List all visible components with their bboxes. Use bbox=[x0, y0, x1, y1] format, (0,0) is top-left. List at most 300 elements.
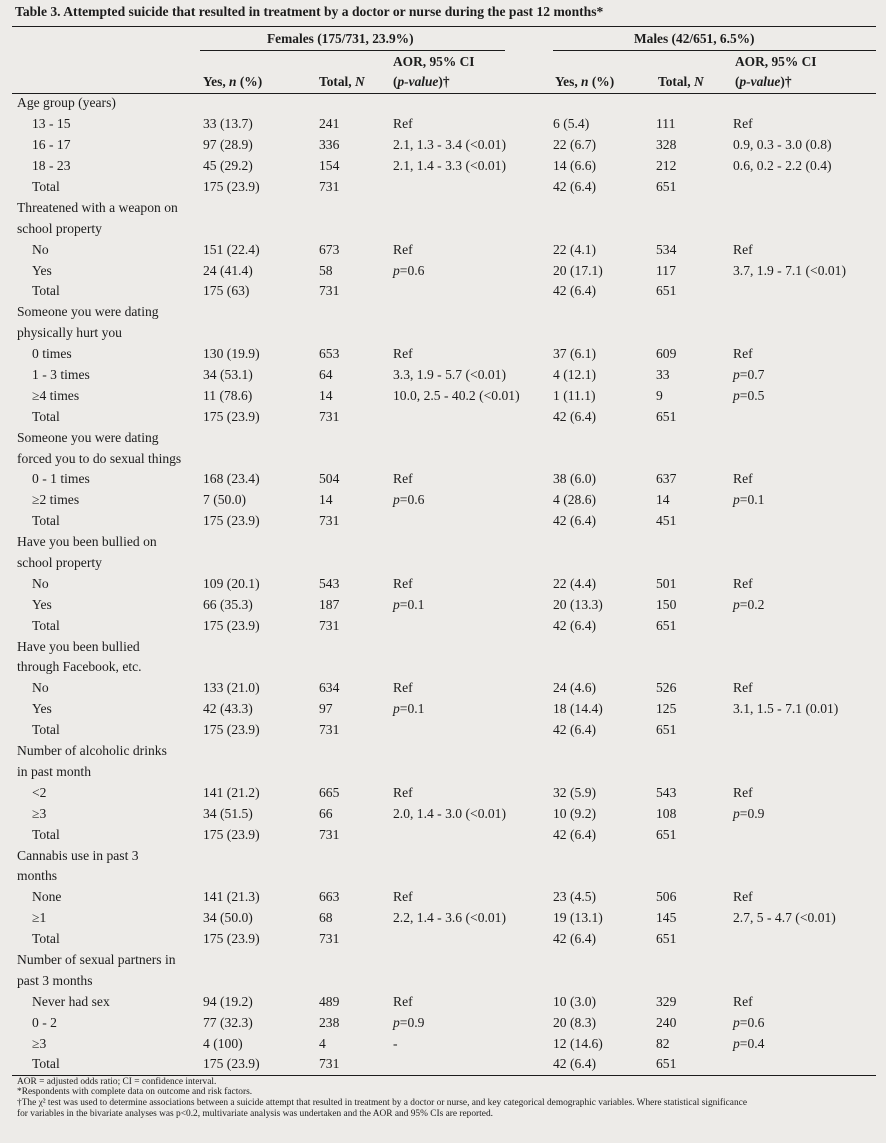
section-label: Age group (years) bbox=[17, 95, 116, 111]
m-yes-cell bbox=[553, 845, 656, 866]
section-label: Someone you were dating bbox=[17, 304, 159, 320]
m-total-cell bbox=[656, 323, 733, 344]
m-yes-cell: 20 (8.3) bbox=[553, 1014, 597, 1030]
m-total-cell bbox=[656, 741, 733, 762]
table-row bbox=[12, 281, 876, 302]
f-yes-cell bbox=[203, 866, 319, 887]
f-aor-cell bbox=[393, 720, 553, 741]
f-total-cell: 64 bbox=[319, 367, 333, 383]
f-total-cell: 14 bbox=[319, 387, 333, 403]
f-total-cell: 58 bbox=[319, 262, 333, 278]
table-row bbox=[12, 135, 876, 156]
m-yes-cell bbox=[553, 218, 656, 239]
f-yes-cell bbox=[203, 553, 319, 574]
row-label: Total bbox=[32, 513, 60, 529]
f-yes-cell: 141 (21.3) bbox=[203, 889, 260, 905]
table-row bbox=[12, 929, 876, 950]
row-label: Total bbox=[32, 408, 60, 424]
females-group-header: Females (175/731, 23.9%) bbox=[267, 31, 414, 46]
table-row bbox=[12, 782, 876, 803]
f-aor-cell bbox=[393, 762, 553, 783]
row-label: ≥4 times bbox=[32, 387, 80, 403]
f-total-cell bbox=[319, 302, 393, 323]
f-aor-cell bbox=[393, 636, 553, 657]
f-aor-cell: 2.1, 1.4 - 3.3 (<0.01) bbox=[393, 158, 507, 174]
f-yes-cell: 42 (43.3) bbox=[203, 701, 253, 717]
f-yes-cell: 151 (22.4) bbox=[203, 241, 260, 257]
row-label: ≥2 times bbox=[32, 492, 80, 508]
m-yes-cell: 42 (6.4) bbox=[553, 513, 597, 529]
section-row bbox=[12, 302, 876, 323]
section-row bbox=[12, 636, 876, 657]
m-yes-cell: 6 (5.4) bbox=[553, 116, 590, 132]
m-total-cell bbox=[656, 970, 733, 991]
table-row bbox=[12, 114, 876, 135]
footnote-chi-square-line2: for variables in the bivariate analyses was p<0.2, multivariate analysis was undertaken and the AOR and 95% CIs are reported. bbox=[17, 1109, 493, 1119]
m-aor-header-line2: (p-value)† bbox=[735, 74, 792, 89]
m-yes-cell: 14 (6.6) bbox=[553, 158, 597, 174]
m-total-cell: 651 bbox=[656, 1056, 677, 1072]
f-yes-cell bbox=[203, 218, 319, 239]
m-total-cell: 108 bbox=[656, 805, 677, 821]
m-yes-cell bbox=[553, 427, 656, 448]
m-total-cell: 212 bbox=[656, 158, 677, 174]
m-total-cell: 329 bbox=[656, 993, 677, 1009]
f-yes-cell bbox=[203, 302, 319, 323]
section-label: past 3 months bbox=[17, 972, 93, 988]
m-aor-cell bbox=[733, 511, 876, 532]
m-aor-cell bbox=[733, 323, 876, 344]
f-total-cell: 731 bbox=[319, 1056, 340, 1072]
table-row bbox=[12, 824, 876, 845]
m-yes-cell: 42 (6.4) bbox=[553, 617, 597, 633]
f-aor-cell bbox=[393, 323, 553, 344]
section-row bbox=[12, 950, 876, 971]
m-total-cell bbox=[656, 553, 733, 574]
f-aor-cell: Ref bbox=[393, 575, 413, 591]
row-label: Total bbox=[32, 179, 60, 194]
f-aor-cell: 2.0, 1.4 - 3.0 (<0.01) bbox=[393, 805, 507, 821]
m-total-header: Total, N bbox=[658, 74, 704, 89]
data-table bbox=[12, 93, 876, 1075]
m-aor-cell bbox=[733, 866, 876, 887]
f-total-cell: 4 bbox=[319, 1035, 326, 1051]
f-aor-cell bbox=[393, 929, 553, 950]
table-row bbox=[12, 720, 876, 741]
f-aor-cell: Ref bbox=[393, 680, 413, 696]
f-yes-cell: 11 (78.6) bbox=[203, 387, 253, 403]
f-total-cell bbox=[319, 636, 393, 657]
m-yes-cell: 42 (6.4) bbox=[553, 826, 597, 842]
row-label: 1 - 3 times bbox=[32, 367, 90, 383]
m-aor-cell: 0.9, 0.3 - 3.0 (0.8) bbox=[733, 137, 832, 153]
f-aor-cell: Ref bbox=[393, 993, 413, 1009]
section-label: Have you been bullied on bbox=[17, 534, 157, 550]
m-aor-cell bbox=[733, 218, 876, 239]
f-total-cell bbox=[319, 218, 393, 239]
f-aor-cell: Ref bbox=[393, 471, 413, 487]
row-label: None bbox=[32, 889, 62, 905]
f-total-cell: 731 bbox=[319, 513, 340, 529]
m-aor-cell bbox=[733, 1054, 876, 1075]
f-aor-cell: 2.2, 1.4 - 3.6 (<0.01) bbox=[393, 910, 507, 926]
f-total-cell: 673 bbox=[319, 241, 340, 257]
m-aor-cell bbox=[733, 532, 876, 553]
table-row bbox=[12, 177, 876, 198]
f-aor-cell: - bbox=[393, 1035, 398, 1051]
section-row bbox=[12, 741, 876, 762]
f-aor-cell: 3.3, 1.9 - 5.7 (<0.01) bbox=[393, 367, 507, 383]
table-row bbox=[12, 239, 876, 260]
m-aor-cell bbox=[733, 281, 876, 302]
f-total-cell: 68 bbox=[319, 910, 333, 926]
m-aor-cell: Ref bbox=[733, 575, 753, 591]
m-total-cell: 651 bbox=[656, 826, 677, 842]
f-aor-cell bbox=[393, 866, 553, 887]
row-label: Total bbox=[32, 617, 60, 633]
m-aor-cell bbox=[733, 553, 876, 574]
m-yes-cell: 38 (6.0) bbox=[553, 471, 597, 487]
m-yes-cell bbox=[553, 866, 656, 887]
f-yes-cell bbox=[203, 950, 319, 971]
f-yes-cell: 4 (100) bbox=[203, 1035, 243, 1051]
row-label: ≥3 bbox=[32, 1035, 47, 1051]
m-total-cell bbox=[656, 845, 733, 866]
f-aor-cell bbox=[393, 824, 553, 845]
section-row bbox=[12, 448, 876, 469]
f-total-cell: 504 bbox=[319, 471, 340, 487]
m-aor-cell: 3.1, 1.5 - 7.1 (0.01) bbox=[733, 701, 839, 717]
m-aor-cell: p=0.1 bbox=[733, 492, 765, 508]
row-label: Yes bbox=[32, 262, 52, 278]
f-total-cell: 731 bbox=[319, 826, 340, 842]
m-yes-cell: 10 (3.0) bbox=[553, 993, 597, 1009]
m-total-cell bbox=[656, 657, 733, 678]
table-title: Table 3. Attempted suicide that resulted in treatment by a doctor or nurse during the past 12 months* bbox=[15, 4, 604, 19]
f-yes-cell: 66 (35.3) bbox=[203, 596, 253, 612]
f-total-cell: 731 bbox=[319, 408, 340, 424]
f-total-cell: 241 bbox=[319, 116, 340, 132]
f-aor-cell: p=0.1 bbox=[393, 596, 425, 612]
m-yes-cell: 37 (6.1) bbox=[553, 346, 597, 362]
section-row bbox=[12, 532, 876, 553]
table-row bbox=[12, 699, 876, 720]
f-yes-cell: 175 (23.9) bbox=[203, 826, 260, 842]
m-yes-cell bbox=[553, 762, 656, 783]
m-aor-cell: 3.7, 1.9 - 7.1 (<0.01) bbox=[733, 262, 847, 278]
f-yes-cell: 175 (23.9) bbox=[203, 1056, 260, 1072]
table-row bbox=[12, 344, 876, 365]
m-total-cell bbox=[656, 866, 733, 887]
row-label: Never had sex bbox=[32, 993, 110, 1009]
m-total-cell bbox=[656, 762, 733, 783]
f-total-cell: 66 bbox=[319, 805, 333, 821]
m-aor-cell bbox=[733, 302, 876, 323]
f-aor-cell bbox=[393, 177, 553, 198]
f-yes-cell: 168 (23.4) bbox=[203, 471, 260, 487]
m-total-cell: 651 bbox=[656, 408, 677, 424]
m-aor-cell: p=0.5 bbox=[733, 387, 765, 403]
f-total-cell bbox=[319, 448, 393, 469]
f-total-cell: 731 bbox=[319, 179, 340, 194]
f-aor-cell: p=0.1 bbox=[393, 701, 425, 717]
m-total-cell: 651 bbox=[656, 283, 677, 299]
m-total-cell: 111 bbox=[656, 116, 676, 132]
f-total-cell: 543 bbox=[319, 575, 340, 591]
f-total-cell bbox=[319, 762, 393, 783]
m-yes-cell: 12 (14.6) bbox=[553, 1035, 603, 1051]
m-yes-cell: 22 (6.7) bbox=[553, 137, 597, 153]
f-total-cell: 238 bbox=[319, 1014, 340, 1030]
m-aor-cell: 0.6, 0.2 - 2.2 (0.4) bbox=[733, 158, 832, 174]
males-group-rule bbox=[553, 50, 876, 51]
row-label: 0 times bbox=[32, 346, 72, 362]
m-aor-cell: Ref bbox=[733, 784, 753, 800]
f-yes-cell: 175 (23.9) bbox=[203, 179, 260, 194]
section-row bbox=[12, 93, 876, 114]
section-label: Cannabis use in past 3 bbox=[17, 847, 139, 863]
m-total-cell: 33 bbox=[656, 367, 670, 383]
f-total-cell: 336 bbox=[319, 137, 340, 153]
f-total-cell: 489 bbox=[319, 993, 340, 1009]
m-total-cell: 651 bbox=[656, 617, 677, 633]
m-total-cell: 534 bbox=[656, 241, 677, 257]
m-total-cell: 451 bbox=[656, 513, 677, 529]
f-yes-cell bbox=[203, 741, 319, 762]
m-total-cell bbox=[656, 448, 733, 469]
m-total-cell: 14 bbox=[656, 492, 670, 508]
m-yes-cell bbox=[553, 302, 656, 323]
m-total-cell: 328 bbox=[656, 137, 677, 153]
f-total-cell: 731 bbox=[319, 931, 340, 947]
f-aor-cell bbox=[393, 448, 553, 469]
m-yes-cell: 42 (6.4) bbox=[553, 408, 597, 424]
f-yes-cell: 141 (21.2) bbox=[203, 784, 260, 800]
m-total-cell: 9 bbox=[656, 387, 663, 403]
m-yes-cell bbox=[553, 636, 656, 657]
f-aor-cell bbox=[393, 970, 553, 991]
m-aor-cell: p=0.6 bbox=[733, 1014, 765, 1030]
m-yes-cell bbox=[553, 553, 656, 574]
m-aor-cell bbox=[733, 406, 876, 427]
footnote-respondents: *Respondents with complete data on outcome and risk factors. bbox=[17, 1087, 253, 1097]
m-total-cell bbox=[656, 950, 733, 971]
table-row bbox=[12, 573, 876, 594]
m-total-cell: 117 bbox=[656, 262, 676, 278]
f-aor-cell bbox=[393, 218, 553, 239]
section-row bbox=[12, 970, 876, 991]
m-aor-cell bbox=[733, 720, 876, 741]
f-total-header: Total, N bbox=[319, 74, 365, 89]
f-yes-cell bbox=[203, 762, 319, 783]
row-label: No bbox=[32, 680, 49, 696]
m-aor-cell: p=0.7 bbox=[733, 367, 765, 383]
m-aor-cell: 2.7, 5 - 4.7 (<0.01) bbox=[733, 910, 836, 926]
f-total-cell bbox=[319, 532, 393, 553]
table-row bbox=[12, 887, 876, 908]
table-row bbox=[12, 260, 876, 281]
m-total-cell: 506 bbox=[656, 889, 677, 905]
f-yes-cell bbox=[203, 845, 319, 866]
section-label: Number of sexual partners in bbox=[17, 951, 176, 967]
m-aor-cell bbox=[733, 615, 876, 636]
f-aor-cell: p=0.6 bbox=[393, 262, 425, 278]
row-label: Yes bbox=[32, 701, 52, 717]
m-aor-cell bbox=[733, 197, 876, 218]
f-yes-cell: 34 (53.1) bbox=[203, 367, 253, 383]
m-yes-cell: 42 (6.4) bbox=[553, 722, 597, 738]
m-yes-cell: 42 (6.4) bbox=[553, 283, 597, 299]
table-row bbox=[12, 385, 876, 406]
f-yes-cell: 7 (50.0) bbox=[203, 492, 247, 508]
m-total-cell bbox=[656, 532, 733, 553]
f-yes-cell: 175 (23.9) bbox=[203, 513, 260, 529]
row-label: Total bbox=[32, 1056, 60, 1072]
f-aor-cell: Ref bbox=[393, 241, 413, 257]
f-yes-cell: 133 (21.0) bbox=[203, 680, 260, 696]
m-total-cell: 125 bbox=[656, 701, 677, 717]
row-label: 16 - 17 bbox=[32, 137, 71, 153]
f-yes-cell: 33 (13.7) bbox=[203, 116, 253, 132]
m-yes-cell bbox=[553, 197, 656, 218]
table-row bbox=[12, 678, 876, 699]
section-label: through Facebook, etc. bbox=[17, 659, 142, 675]
m-total-cell: 240 bbox=[656, 1014, 677, 1030]
m-total-cell bbox=[656, 302, 733, 323]
row-label: Total bbox=[32, 826, 60, 842]
f-aor-cell: p=0.6 bbox=[393, 492, 425, 508]
section-row bbox=[12, 323, 876, 344]
f-yes-cell: 77 (32.3) bbox=[203, 1014, 253, 1030]
table-row bbox=[12, 594, 876, 615]
females-group-rule bbox=[200, 50, 505, 51]
f-aor-cell bbox=[393, 197, 553, 218]
m-yes-cell bbox=[553, 448, 656, 469]
table-row bbox=[12, 156, 876, 177]
f-total-cell: 731 bbox=[319, 283, 340, 299]
f-total-cell bbox=[319, 657, 393, 678]
f-yes-cell bbox=[203, 93, 319, 114]
f-total-cell bbox=[319, 323, 393, 344]
table-row bbox=[12, 406, 876, 427]
m-yes-cell: 4 (28.6) bbox=[553, 492, 597, 508]
table-row bbox=[12, 1033, 876, 1054]
m-yes-cell bbox=[553, 950, 656, 971]
m-aor-cell: p=0.2 bbox=[733, 596, 765, 612]
f-yes-cell bbox=[203, 197, 319, 218]
m-yes-cell: 42 (6.4) bbox=[553, 1056, 597, 1072]
f-aor-cell: 10.0, 2.5 - 40.2 (<0.01) bbox=[393, 387, 520, 403]
m-aor-cell bbox=[733, 177, 876, 198]
f-total-cell: 97 bbox=[319, 701, 333, 717]
section-label: school property bbox=[17, 555, 102, 571]
f-aor-cell: Ref bbox=[393, 346, 413, 362]
f-total-cell bbox=[319, 553, 393, 574]
section-label: Threatened with a weapon on bbox=[17, 199, 178, 215]
m-total-cell bbox=[656, 93, 733, 114]
f-total-cell bbox=[319, 866, 393, 887]
m-total-cell: 526 bbox=[656, 680, 677, 696]
m-yes-cell: 10 (9.2) bbox=[553, 805, 597, 821]
f-yes-cell: 45 (29.2) bbox=[203, 158, 253, 174]
row-label: 0 - 1 times bbox=[32, 471, 90, 487]
row-label: ≥3 bbox=[32, 805, 47, 821]
section-label: school property bbox=[17, 220, 102, 236]
f-aor-cell bbox=[393, 406, 553, 427]
f-aor-cell: p=0.9 bbox=[393, 1014, 425, 1030]
m-aor-cell: Ref bbox=[733, 346, 753, 362]
f-yes-cell: 175 (23.9) bbox=[203, 931, 260, 947]
f-total-cell: 731 bbox=[319, 722, 340, 738]
m-aor-cell: Ref bbox=[733, 241, 753, 257]
m-yes-cell: 42 (6.4) bbox=[553, 931, 597, 947]
f-yes-cell: 24 (41.4) bbox=[203, 262, 253, 278]
f-aor-header-line1: AOR, 95% CI bbox=[393, 54, 475, 69]
m-total-cell bbox=[656, 218, 733, 239]
f-yes-cell bbox=[203, 636, 319, 657]
f-aor-cell bbox=[393, 511, 553, 532]
section-row bbox=[12, 427, 876, 448]
m-aor-cell bbox=[733, 657, 876, 678]
table-row bbox=[12, 1012, 876, 1033]
f-yes-cell bbox=[203, 532, 319, 553]
m-yes-cell: 20 (17.1) bbox=[553, 262, 603, 278]
row-label: Total bbox=[32, 283, 60, 299]
f-aor-cell bbox=[393, 553, 553, 574]
f-yes-cell bbox=[203, 427, 319, 448]
f-total-cell bbox=[319, 93, 393, 114]
m-aor-cell bbox=[733, 929, 876, 950]
section-row bbox=[12, 218, 876, 239]
m-aor-cell: p=0.4 bbox=[733, 1035, 765, 1051]
f-yes-cell: 34 (50.0) bbox=[203, 910, 253, 926]
f-aor-cell bbox=[393, 615, 553, 636]
f-total-cell bbox=[319, 845, 393, 866]
row-label: 13 - 15 bbox=[32, 116, 71, 132]
m-total-cell bbox=[656, 636, 733, 657]
f-yes-cell: 34 (51.5) bbox=[203, 805, 253, 821]
section-label: forced you to do sexual things bbox=[17, 450, 182, 466]
m-aor-cell bbox=[733, 950, 876, 971]
f-yes-cell bbox=[203, 970, 319, 991]
m-aor-cell bbox=[733, 970, 876, 991]
f-aor-cell: Ref bbox=[393, 784, 413, 800]
section-row bbox=[12, 762, 876, 783]
m-yes-cell bbox=[553, 93, 656, 114]
f-aor-header-line2: (p-value)† bbox=[393, 74, 450, 89]
f-aor-cell: Ref bbox=[393, 116, 413, 132]
m-aor-cell bbox=[733, 636, 876, 657]
m-yes-header: Yes, n (%) bbox=[555, 74, 615, 89]
section-label: physically hurt you bbox=[17, 325, 122, 341]
m-yes-cell: 42 (6.4) bbox=[553, 179, 597, 194]
row-label: ≥1 bbox=[32, 910, 47, 926]
m-aor-cell: Ref bbox=[733, 471, 753, 487]
m-aor-cell bbox=[733, 448, 876, 469]
f-total-cell: 634 bbox=[319, 680, 340, 696]
f-total-cell bbox=[319, 950, 393, 971]
f-total-cell: 154 bbox=[319, 158, 340, 174]
table-row bbox=[12, 469, 876, 490]
section-row bbox=[12, 197, 876, 218]
m-yes-cell: 24 (4.6) bbox=[553, 680, 597, 696]
row-label: No bbox=[32, 575, 49, 591]
m-yes-cell bbox=[553, 323, 656, 344]
m-total-cell: 145 bbox=[656, 910, 677, 926]
m-total-cell: 82 bbox=[656, 1035, 670, 1051]
section-row bbox=[12, 845, 876, 866]
section-row bbox=[12, 553, 876, 574]
